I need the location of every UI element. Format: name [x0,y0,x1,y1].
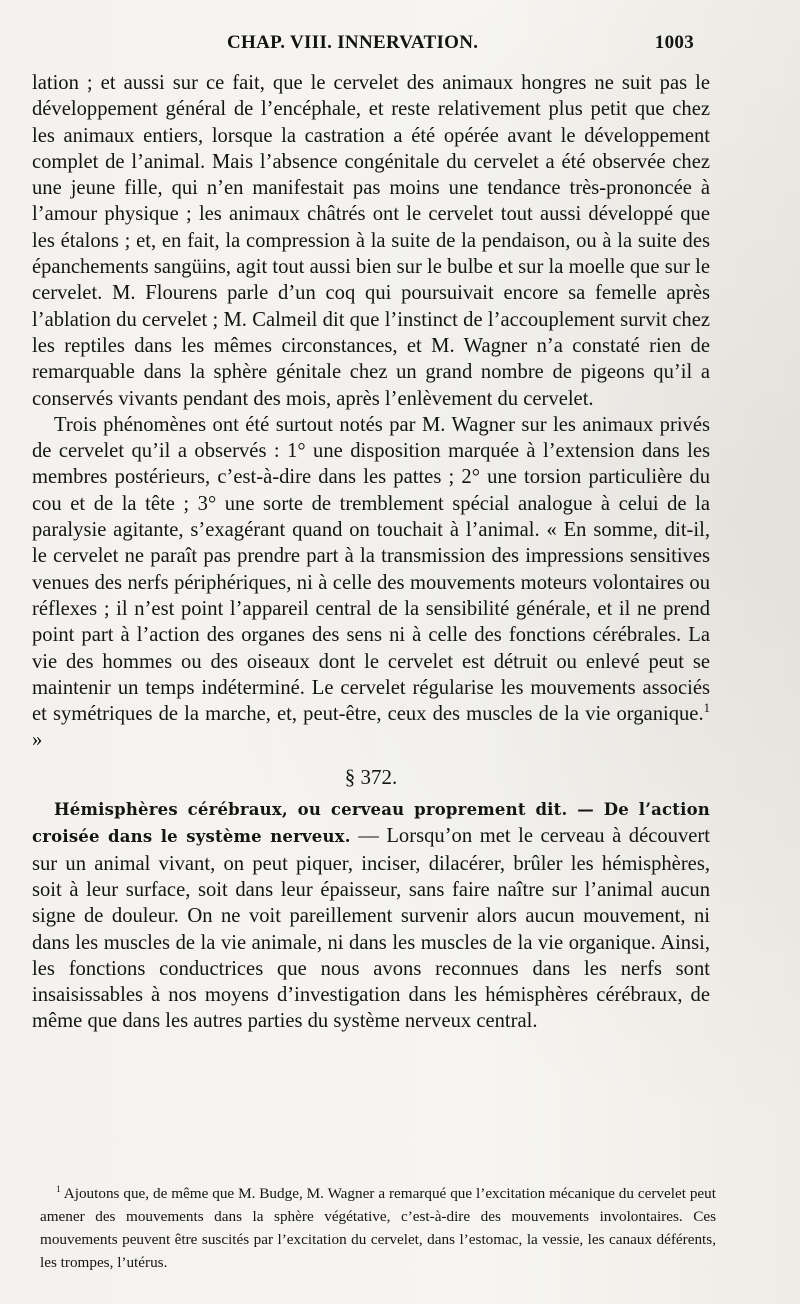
running-header [32,32,694,58]
section-number: § 372. [344,764,398,789]
footnote-reference: 1 [703,701,710,716]
footnote [40,1182,716,1274]
page-number: 1003 [654,32,694,53]
chapter-title: CHAP. VIII. INNERVATION. [227,32,479,53]
paragraph-1: lation ; et aussi sur ce fait, que le cervelet des animaux hongres ne suit pas le développement général de l’encéphale, et reste relativement plus petit que chez les animaux entiers, lorsque la castration a été opérée avant le développement complet de l’animal. Mais l’absence congénitale du cervelet a été observée chez une jeune fille, qui n’en manifestait pas moins une tendance très-prononcée à l’amour physique ; les animaux châtrés ont le cervelet tout aussi développé que les étalons ; et, en fait, la compression à la suite de la pendaison, ou à la suite des épanchements sangüins, agit tout aussi bien sur le bulbe et sur la moelle que sur le cervelet. M. Flourens parle d’un coq qui poursuivait encore sa femelle après l’ablation du cervelet ; M. Calmeil dit que l’instinct de l’accouplement survit chez les reptiles dans les mêmes circonstances, et M. Wagner n’a constaté rien de remarquable dans la sphère génitale chez un grand nombre de pigeons qu’il a conservés vivants pendant des mois, après l’enlèvement du cervelet. [32,72,710,410]
footnote-mark: 1 [56,1184,61,1195]
footnote-text: Ajoutons que, de même que M. Budge, M. Wagner a remarqué que l’excitation mécanique du cervelet peut amener des mouvements dans la sphère végétative, c’est-à-dire des mouvements involontaires. Ces mouvements peuvent être suscités par l’excitation du cervelet, dans l’estomac, la vessie, les canaux déférents, les trompes, l’utérus. [40,1185,716,1271]
paragraph-2 [32,412,710,754]
paragraph-3 [32,796,710,1035]
closing-quote: » [32,729,43,752]
main-text [32,70,710,1035]
paragraph-2-text: Trois phénomènes ont été surtout notés par M. Wagner sur les animaux privés de cervelet qu’il a observés : 1° une disposition marquée à l’extension dans les membres postérieurs, c’est-à-dire dans les pattes ; 2° une torsion particulière du cou et de la tête ; 3° une sorte de tremblement spécial analogue à celui de la paralysie agitante, s’exagérant quand on touchait à l’animal. « En somme, dit-il, le cervelet ne paraît pas prendre part à la transmission des impressions sensitives venues des nerfs périphériques, ni à celle des mouvements moteurs volontaires ou réflexes ; il n’est point l’appareil central de la sensibilité générale, et il ne prend point part à l’action des organes des sens ni à celle des fonctions cérébrales. La vie des hommes ou des oiseaux dont le cervelet est détruit ou enlevé peut se maintenir un temps indéterminé. Le cervelet régularise les mouvements associés et symétriques de la marche, et, peut-être, ceux des muscles de la vie organique. [32,413,710,726]
section-rubric: Hémisphères cérébraux, ou cerveau proprement dit. — De l’action croisée dans le système nerveux. [32,800,710,847]
paragraph-3-text: — Lorsqu’on met le cerveau à découvert sur un animal vivant, on peut piquer, inciser, dilacérer, brûler les hémisphères, soit à leur surface, soit dans leur épaisseur, sans faire naître sur l’animal aucun signe de douleur. On ne voit pareillement survenir alors aucun mouvement, ni dans les muscles de la vie animale, ni dans les muscles de la vie organique. Ainsi, les fonctions conductrices que nous avons reconnues dans les nerfs sont insaisissables à nos moyens d’investigation dans les hémisphères cérébraux, de même que dans les autres parties du système nerveux central. [32,825,710,1033]
